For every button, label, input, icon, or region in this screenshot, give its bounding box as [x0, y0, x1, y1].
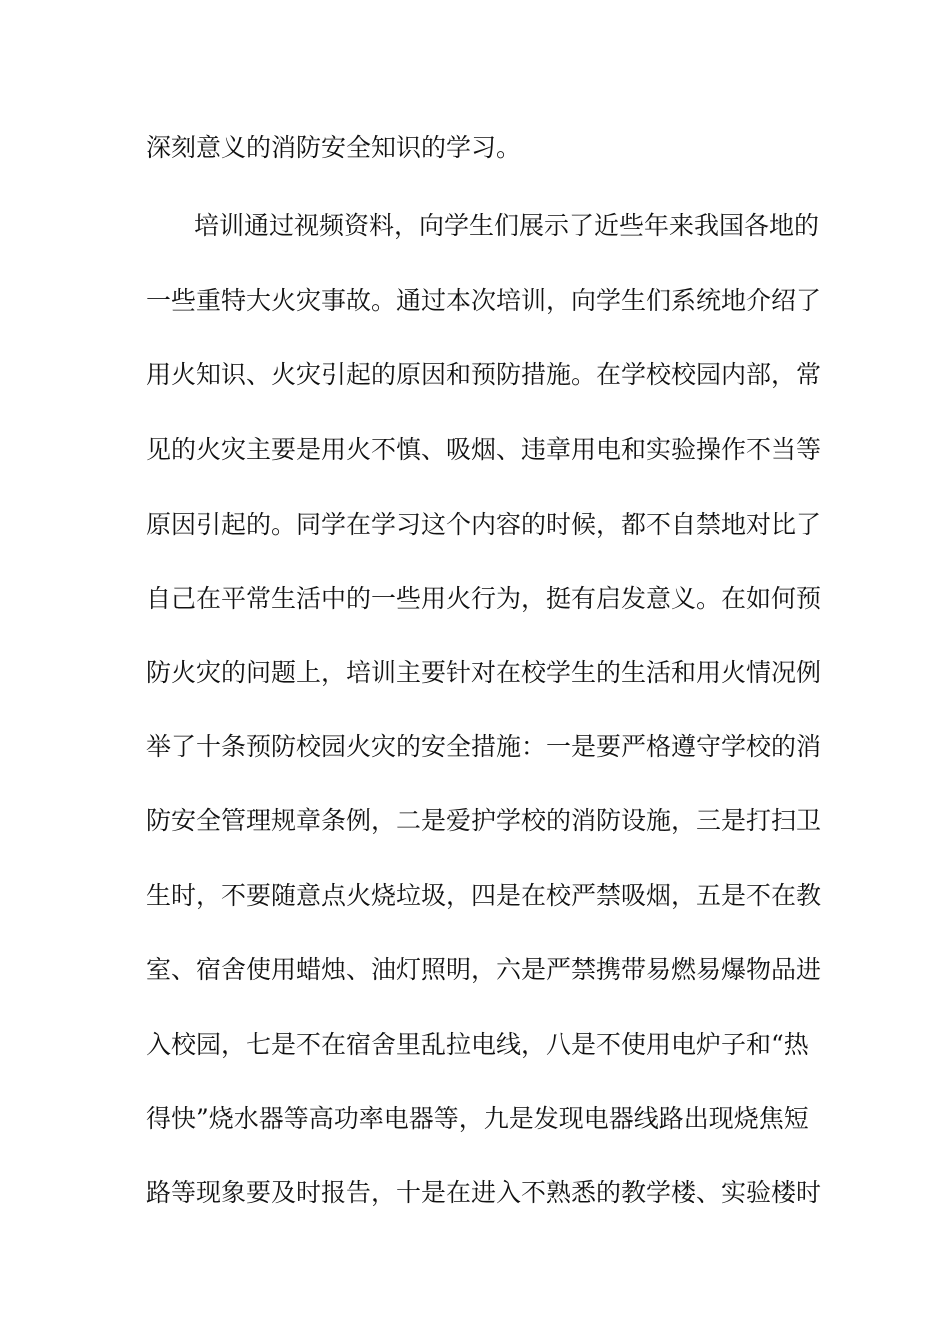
text-line: 入校园，七是不在宿舍里乱拉电线，八是不使用电炉子和“热 [146, 1030, 809, 1059]
text-line: 防火灾的问题上，培训主要针对在校学生的生活和用火情况例 [146, 658, 822, 687]
text-line: 自己在平常生活中的一些用火行为，挺有启发意义。在如何预 [146, 584, 822, 613]
text-line: 室、宿舍使用蜡烛、油灯照明，六是严禁携带易燃易爆物品进 [146, 955, 822, 984]
text-line: 深刻意义的消防安全知识的学习。 [146, 133, 522, 162]
text-line: 举了十条预防校园火灾的安全措施：一是要严格遵守学校的消 [146, 732, 822, 761]
text-line: 防安全管理规章条例，二是爱护学校的消防设施，三是打扫卫 [146, 806, 822, 835]
text-line: 原因引起的。同学在学习这个内容的时候，都不自禁地对比了 [146, 510, 822, 539]
text-line: 得快”烧水器等高功率电器等，九是发现电器线路出现烧焦短 [146, 1104, 809, 1133]
text-line: 路等现象要及时报告，十是在进入不熟悉的教学楼、实验楼时 [146, 1178, 822, 1207]
text-line: 用火知识、火灾引起的原因和预防措施。在学校校园内部，常 [146, 360, 822, 389]
text-line: 一些重特大火灾事故。通过本次培训，向学生们系统地介绍了 [146, 286, 822, 315]
text-line: 生时，不要随意点火烧垃圾，四是在校严禁吸烟，五是不在教 [146, 881, 822, 910]
text-line: 见的火灾主要是用火不慎、吸烟、违章用电和实验操作不当等 [146, 435, 822, 464]
text-line: 培训通过视频资料，向学生们展示了近些年来我国各地的 [194, 211, 820, 240]
